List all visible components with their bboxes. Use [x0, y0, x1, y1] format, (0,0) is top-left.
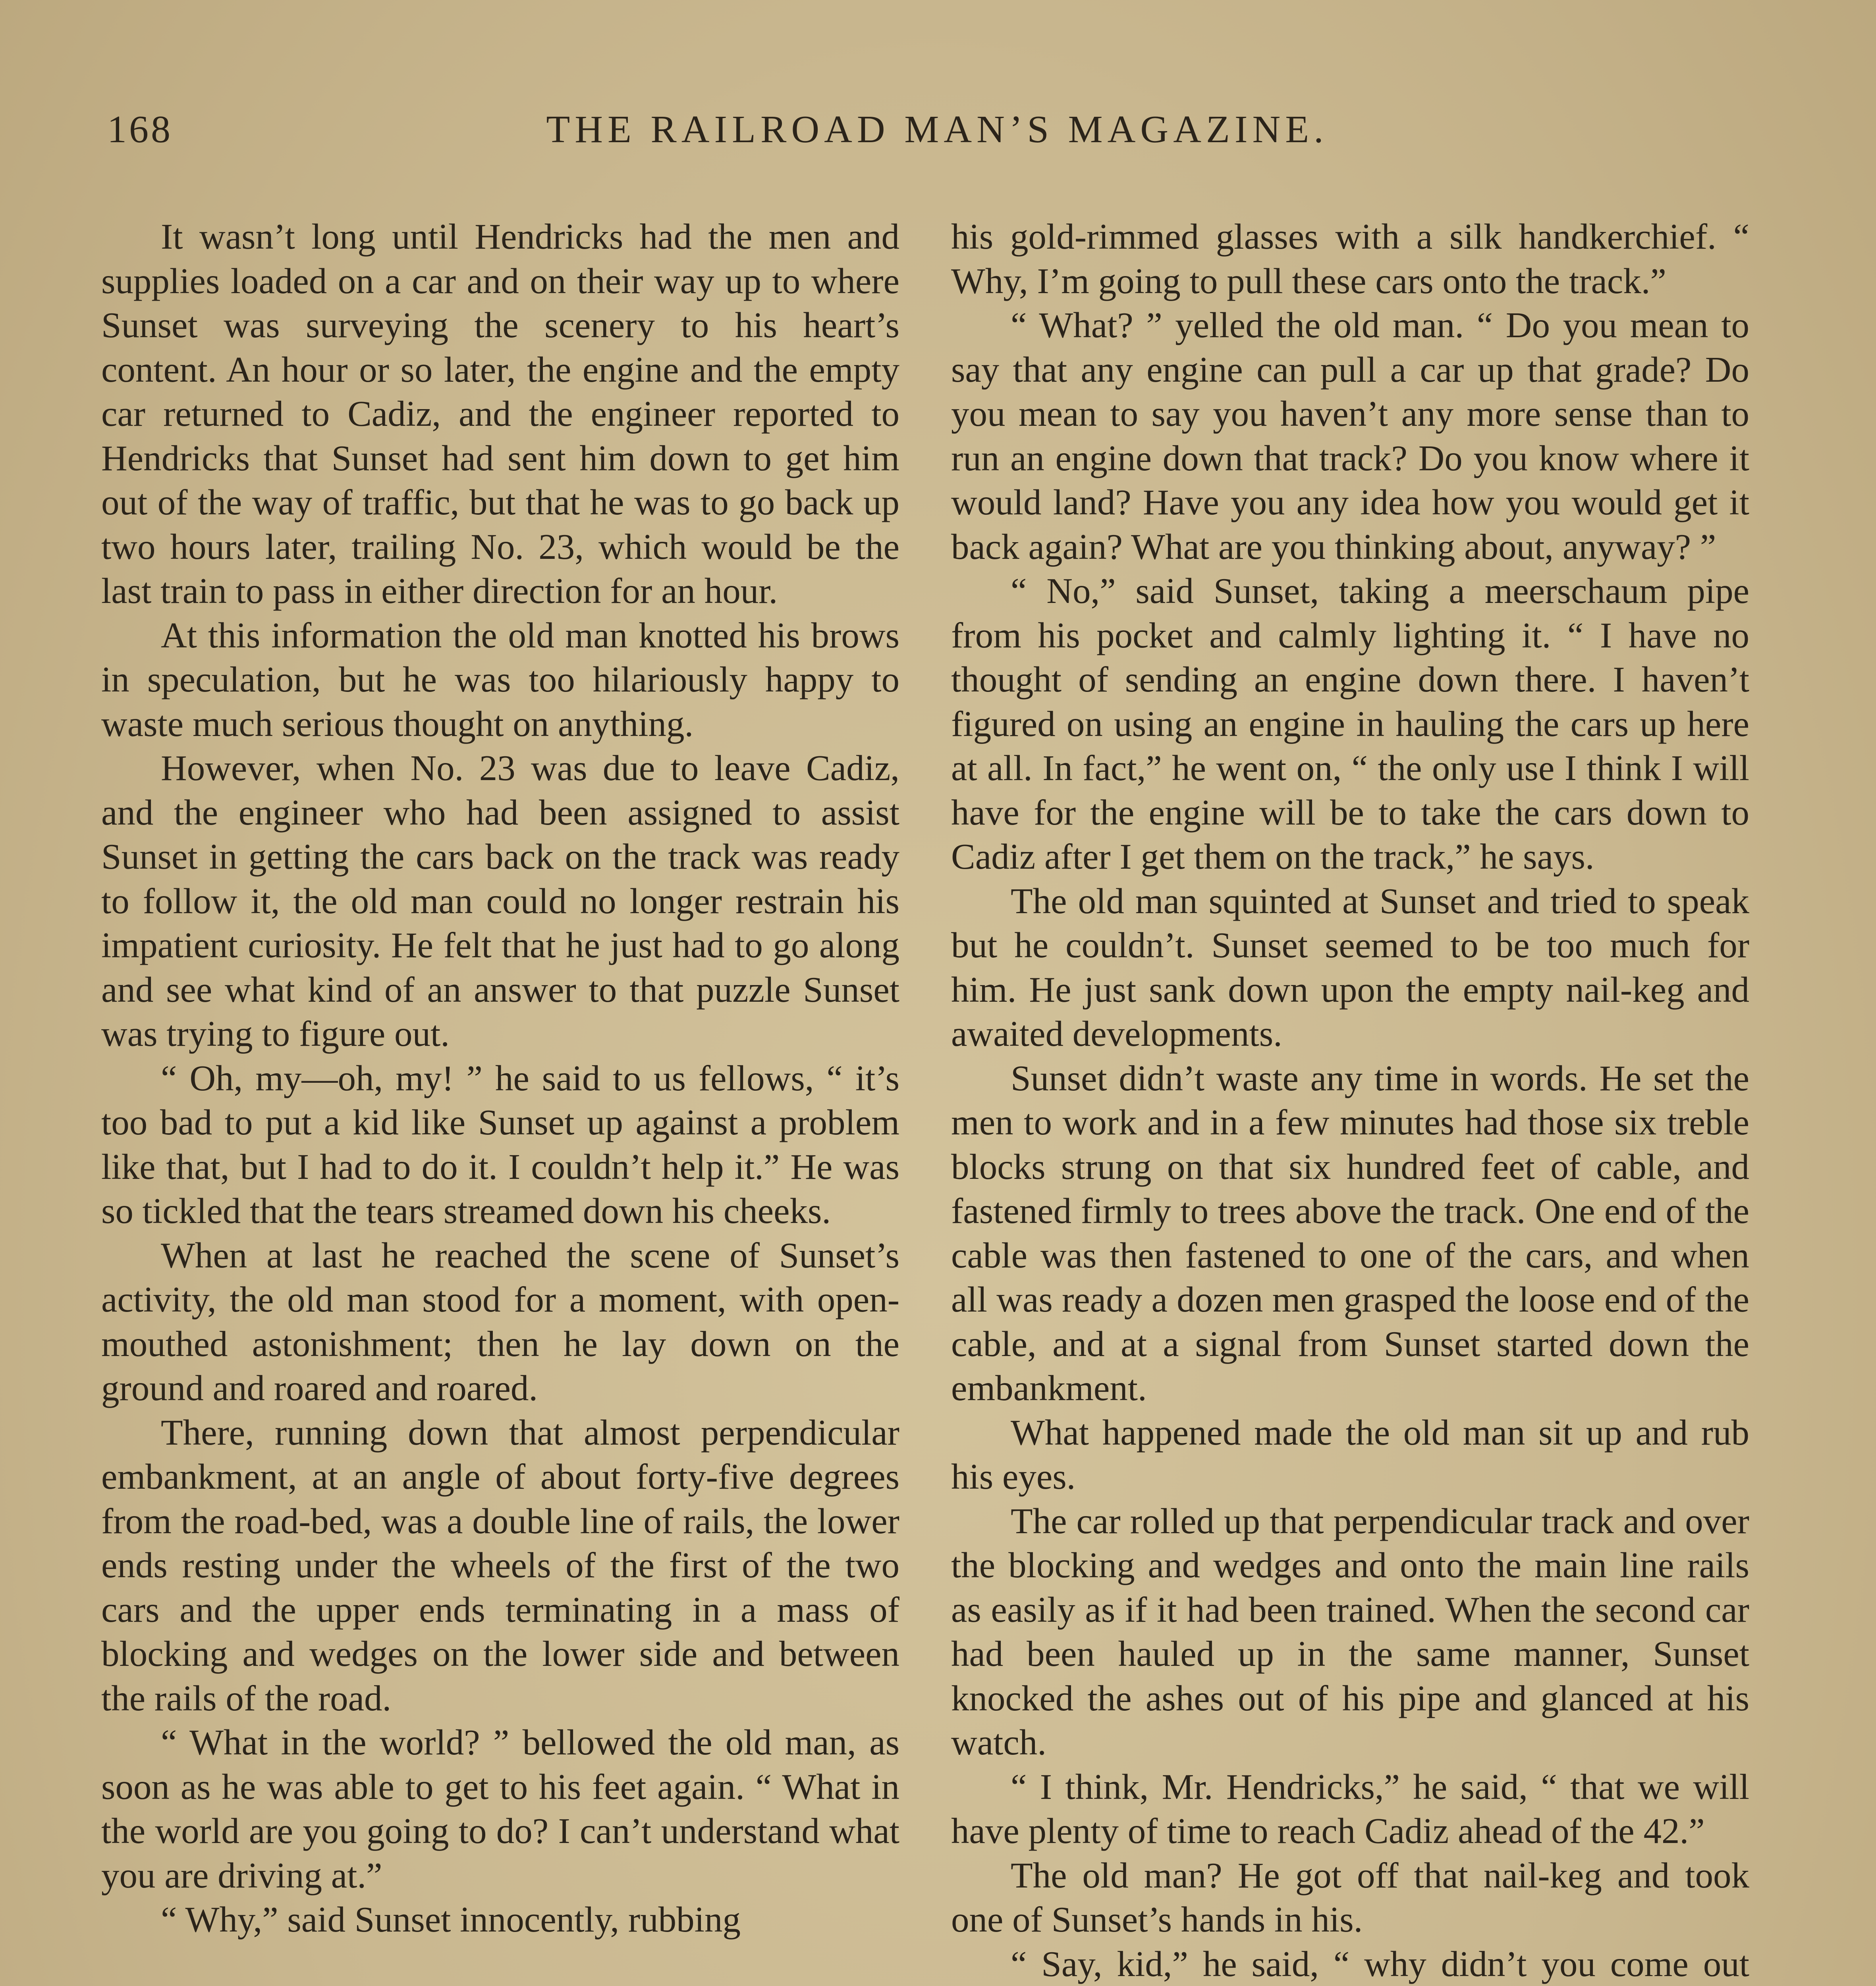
- paragraph: “ I think, Mr. Hendricks,” he said, “ that we will have plenty of time to reach Cadiz ahead of the 42.”: [951, 1766, 1749, 1851]
- paragraph: “ No,” said Sunset, taking a meerschaum pipe from his pocket and calmly lighting it. “ I have no thought of sending an engine down there. I haven’t figured on using an engine in hauling the cars up here at all. In fact,” he went on, “ the only use I think I will have for the engine will be to take the cars down to Cadiz after I get them on the track,” he says.: [951, 571, 1749, 877]
- page-number: 168: [107, 108, 173, 151]
- right-column: [951, 214, 1749, 1986]
- paragraph: When at last he reached the scene of Sunset’s activity, the old man stood for a moment, with open-mouthed astonishment; then he lay down on the ground and roared and roared.: [101, 1235, 899, 1408]
- left-column: [101, 214, 899, 1942]
- magazine-title: THE RAILROAD MAN’S MAGAZINE.: [546, 108, 1328, 151]
- paragraph: What happened made the old man sit up and rub his eyes.: [951, 1412, 1749, 1497]
- paragraph: Sunset didn’t waste any time in words. He set the men to work and in a few minutes had those six treble blocks strung on that six hundred feet of cable, and fastened firmly to trees above the track. One end of the cable was then fastened to one of the cars, and when all was ready a dozen men grasped the loose end of the cable, and at a signal from Sunset started down the embankment.: [951, 1058, 1749, 1408]
- paragraph: The old man squinted at Sunset and tried to speak but he couldn’t. Sunset seemed to be too much for him. He just sank down upon the empty nail-keg and awaited developments.: [951, 881, 1749, 1054]
- paragraph: “ Say, kid,” he said, “ why didn’t you come out: [1011, 1943, 1749, 1984]
- paragraph: “ What in the world? ” bellowed the old man, as soon as he was able to get to his feet again. “ What in the world are you going to do? I can’t understand what you are driving at.”: [101, 1722, 899, 1895]
- paragraph: However, when No. 23 was due to leave Cadiz, and the engineer who had been assigned to assist Sunset in getting the cars back on the track was ready to follow it, the old man could no longer restrain his impatient curiosity. He felt that he just had to go along and see what kind of an answer to that puzzle Sunset was trying to figure out.: [101, 748, 899, 1054]
- page-header: [107, 107, 1767, 163]
- paragraph-continued: his gold-rimmed glasses with a silk handkerchief. “ Why, I’m going to pull these cars onto the track.”: [951, 216, 1749, 301]
- paragraph: The old man? He got off that nail-keg and took one of Sunset’s hands in his.: [951, 1855, 1749, 1940]
- paragraph: It wasn’t long until Hendricks had the men and supplies loaded on a car and on their way up to where Sunset was surveying the scenery to his heart’s content. An hour or so later, the engine and the empty car returned to Cadiz, and the engineer reported to Hendricks that Sunset had sent him down to get him out of the way of traffic, but that he was to go back up two hours later, trailing No. 23, which would be the last train to pass in either direction for an hour.: [101, 216, 899, 611]
- paragraph: “ Oh, my—oh, my! ” he said to us fellows, “ it’s too bad to put a kid like Sunset up against a problem like that, but I had to do it. I couldn’t help it.” He was so tickled that the tears streamed down his cheeks.: [101, 1058, 899, 1231]
- paragraph: “ What? ” yelled the old man. “ Do you mean to say that any engine can pull a car up that grade? Do you mean to say you haven’t any more sense than to run an engine down that track? Do you know where it would land? Have you any idea how you would get it back again? What are you thinking about, anyway? ”: [951, 305, 1749, 567]
- paragraph: There, running down that almost perpendicular embankment, at an angle of about forty-five degrees from the road-bed, was a double line of rails, the lower ends resting under the wheels of the first of the two cars and the upper ends terminating in a mass of blocking and wedges on the lower side and between the rails of the road.: [101, 1412, 899, 1718]
- paragraph: “ Why,” said Sunset innocently, rubbing: [161, 1899, 741, 1940]
- paragraph: At this information the old man knotted his brows in speculation, but he was too hilariously happy to waste much serious thought on anything.: [101, 615, 899, 744]
- paragraph: The car rolled up that perpendicular track and over the blocking and wedges and onto the main line rails as easily as if it had been trained. When the second car had been hauled up in the same manner, Sunset knocked the ashes out of his pipe and glanced at his watch.: [951, 1501, 1749, 1762]
